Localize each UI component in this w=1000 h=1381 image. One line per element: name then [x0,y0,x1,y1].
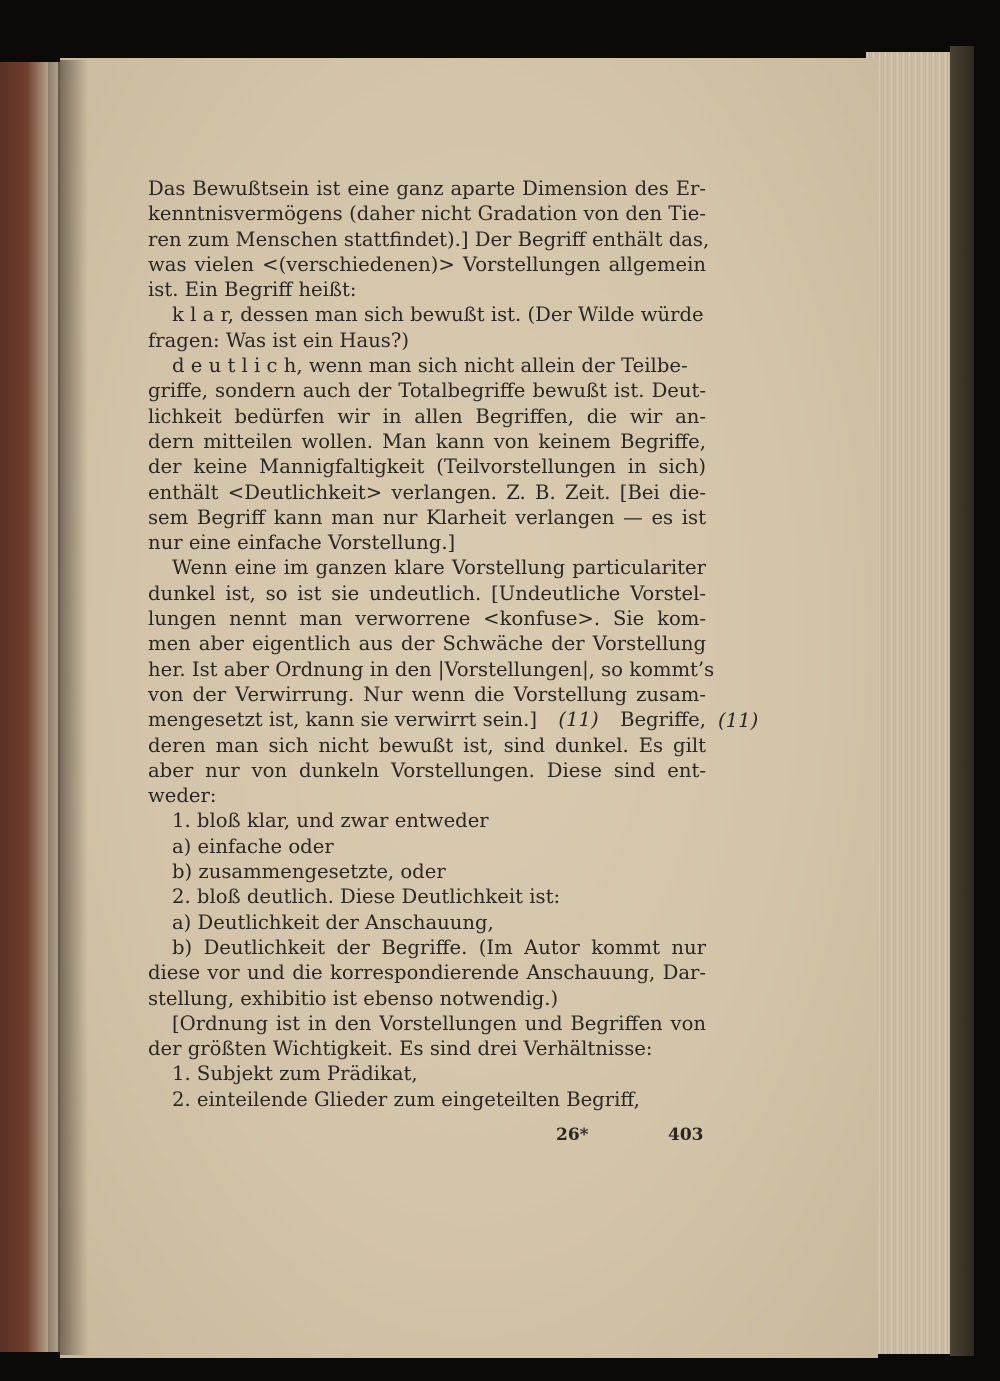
text-line: dunkel ist, so ist sie undeutlich. [Undeutliche Vorstel- [148,581,706,605]
text-line: ren zum Menschen stattfindet).] Der Begriff enthält das, [148,227,710,251]
text-line: ist. Ein Begriff heißt: [148,278,357,302]
text-line: was vielen <(verschiedenen)> Vorstellungen allgemein [148,252,706,276]
page-body [148,176,715,1112]
list-item: a) Deutlichkeit der Anschauung, [172,910,494,934]
text-line: Das Bewußtsein ist eine ganz aparte Dimension des Er- [148,177,706,200]
text-line: lichkeit bedürfen wir in allen Begriffen, die wir an- [148,404,706,428]
text-line: nur eine einfache Vorstellung.] [148,531,456,555]
text-line: von der Verwirrung. Nur wenn die Vorstellung zusam- [148,682,706,706]
text-line: kenntnisvermögens (daher nicht Gradation von den Tie- [148,202,706,226]
text-line: mengesetzt ist, kann sie verwirrt sein.] (11) Begriffe, [148,708,706,732]
text-line: stellung, exhibitio ist ebenso notwendig.) [148,986,559,1010]
text-line: d e u t l i c h, wenn man sich nicht allein der Teilbe- [172,354,688,378]
text-line: enthält <Deutlichkeit> verlangen. Z. B. Zeit. [Bei die- [148,480,706,504]
book-cover-edge [950,46,974,1356]
text-line: [Ordnung ist in den Vorstellungen und Begriffen von [172,1011,706,1035]
signature-mark: 26* [556,1125,589,1145]
text-line: diese vor und die korrespondierende Anschauung, Dar- [148,961,706,985]
text-line: k l a r, dessen man sich bewußt ist. (Der Wilde würde [172,303,704,327]
text-line: deren man sich nicht bewußt ist, sind dunkel. Es gilt [148,733,706,757]
list-item: b) Deutlichkeit der Begriffe. (Im Autor kommt nur [172,935,706,959]
text-line: lungen nennt man verworrene <konfuse>. Sie kom- [148,607,706,631]
text-line: men aber eigentlich aus der Schwäche der Vorstellung [148,632,706,656]
list-item: 1. bloß klar, und zwar entweder [172,809,489,833]
text-line: weder: [148,784,217,808]
list-item: 2. bloß deutlich. Diese Deutlichkeit ist: [172,885,561,909]
margin-note: (11) [718,709,759,732]
text-line: Wenn eine im ganzen klare Vorstellung particulariter [172,556,706,580]
list-item: b) zusammengesetzte, oder [172,860,446,884]
text-line: der keine Mannigfaltigkeit (Teilvorstellungen in sich) [148,455,706,479]
text-line: aber nur von dunkeln Vorstellungen. Diese sind ent- [148,758,706,782]
list-item: a) einfache oder [172,834,334,858]
page-number: 403 [668,1125,704,1145]
inline-marker: (11) [558,708,599,732]
text-line: sem Begriff kann man nur Klarheit verlangen — es ist [148,505,706,529]
text-line: der größten Wichtigkeit. Es sind drei Verhältnisse: [148,1037,653,1061]
term-deutlich: d e u t l i c h [172,354,297,378]
text-line: griffe, sondern auch der Totalbegriffe bewußt ist. Deut- [148,379,706,403]
text-line: her. Ist aber Ordnung in den |Vorstellungen|, so kommt’s [148,657,715,681]
text-line: dern mitteilen wollen. Man kann von keinem Begriffe, [148,429,706,453]
term-klar: k l a r [172,303,228,327]
list-item: 1. Subjekt zum Prädikat, [172,1062,418,1086]
spine-shadow [58,60,88,1355]
text-line: fragen: Was ist ein Haus?) [148,328,410,352]
list-item: 2. einteilende Glieder zum eingeteilten Begriff, [172,1087,640,1111]
